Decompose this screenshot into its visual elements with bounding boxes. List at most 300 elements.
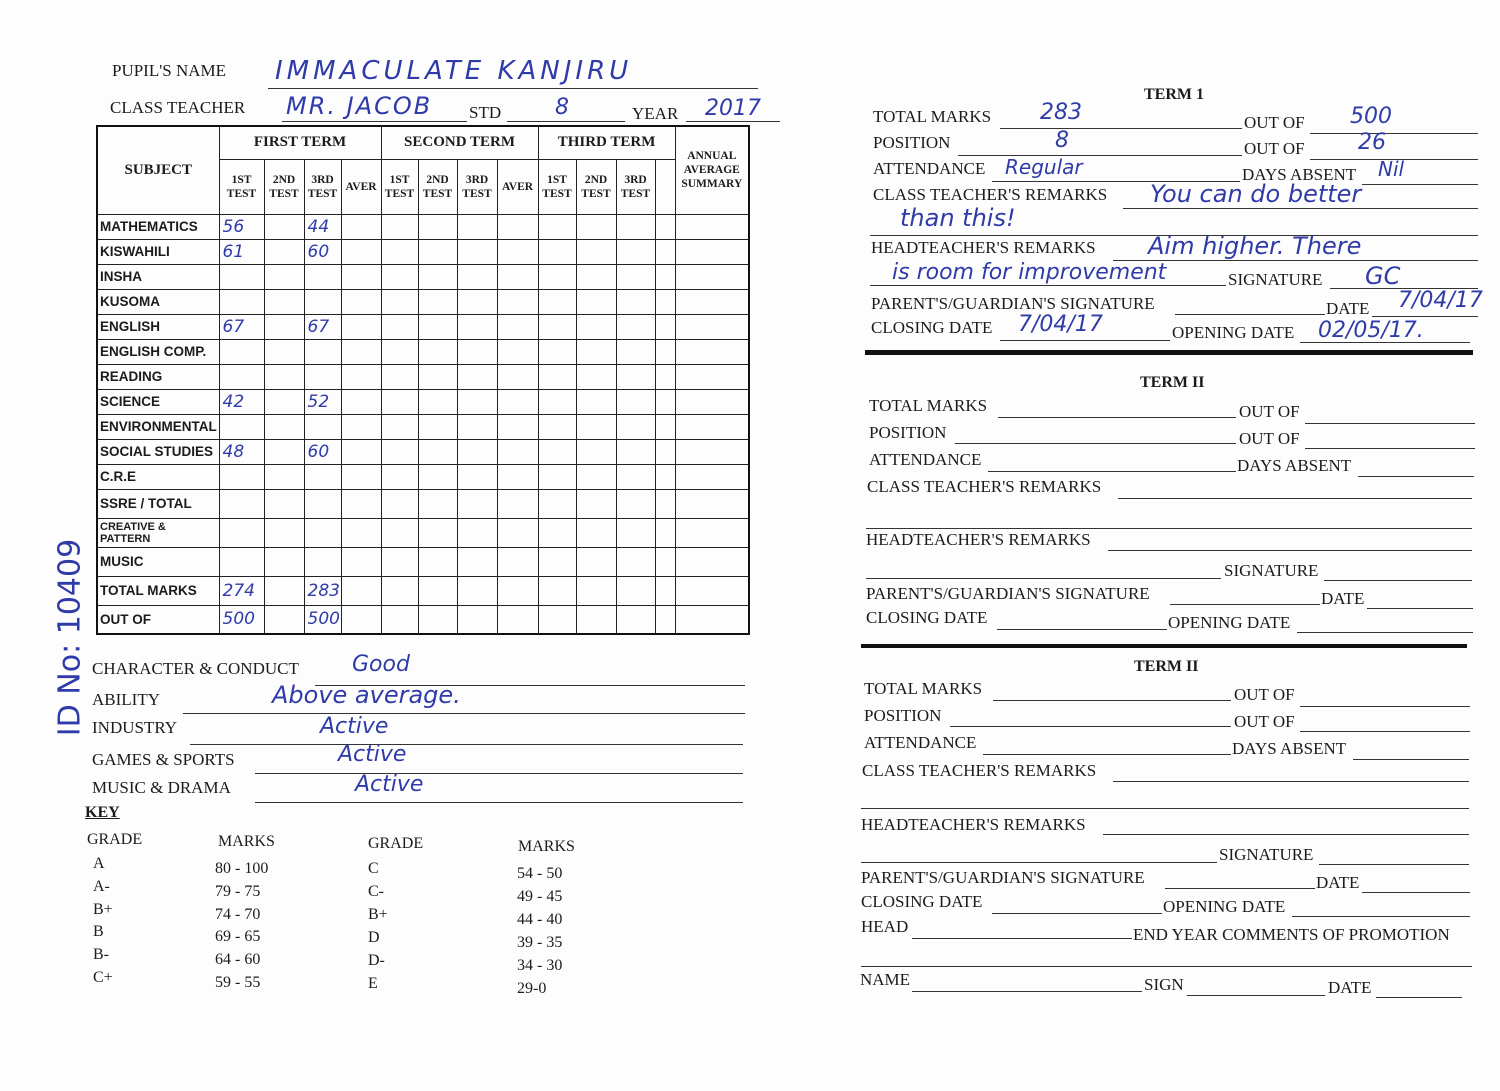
mark-cell (264, 489, 304, 518)
key-grade: B (93, 923, 104, 941)
key-marks: 34 - 30 (517, 957, 563, 974)
head-line (912, 938, 1132, 939)
mark-cell (655, 414, 675, 439)
term1-opening-date-label: OPENING DATE (1172, 323, 1295, 342)
term2-divider (861, 644, 1467, 648)
term1-out-of-value-2: 26 (1358, 130, 1386, 155)
term1-teacher-remark-2: than this! (900, 204, 1016, 232)
term1-head-remark-1: Aim higher. There (1148, 232, 1362, 260)
table-row (97, 605, 749, 634)
mark-cell (381, 439, 418, 464)
term2-signature-pre-line (866, 578, 1221, 579)
mark-cell (418, 489, 457, 518)
key-marks: 49 - 45 (517, 888, 563, 905)
term1-date-line (1372, 316, 1478, 317)
term3-closing-date-line (992, 913, 1162, 914)
mark-cell (381, 547, 418, 576)
term1-signature-label: SIGNATURE (1228, 270, 1323, 289)
mark-cell (381, 339, 418, 364)
mark-cell (418, 464, 457, 489)
first-term-test1-mark: 56 (219, 214, 264, 239)
term1-out-of-line-1 (1310, 133, 1478, 134)
mark-cell (616, 339, 655, 364)
term1-closing-date-label: CLOSING DATE (871, 318, 993, 337)
mark-cell (675, 214, 749, 239)
table-row (97, 518, 749, 547)
mark-cell (675, 547, 749, 576)
term2-head-remarks-label: HEADTEACHER'S REMARKS (866, 530, 1091, 549)
key-grade: C+ (93, 969, 113, 986)
mark-cell (341, 239, 381, 264)
mark-cell (538, 464, 576, 489)
mark-cell (497, 414, 538, 439)
third-term-aver (655, 159, 675, 214)
key-marks: 79 - 75 (215, 882, 261, 900)
first-term-test-1: 1ST TEST (219, 159, 264, 214)
mark-cell (616, 547, 655, 576)
mark-cell (341, 464, 381, 489)
key-grade: D- (368, 952, 385, 969)
subject-cell: ENGLISH COMP. (97, 339, 219, 364)
mark-cell (538, 389, 576, 414)
key-grade: B- (93, 946, 109, 964)
mark-cell (576, 339, 616, 364)
first-term-test3-mark (304, 289, 341, 314)
mark-cell (381, 214, 418, 239)
mark-cell (264, 547, 304, 576)
term2-teacher-remarks-label: CLASS TEACHER'S REMARKS (867, 477, 1102, 496)
mark-cell (264, 464, 304, 489)
mark-cell (497, 439, 538, 464)
first-term-test1-mark (219, 414, 264, 439)
mark-cell (418, 518, 457, 547)
term2-parent-signature-line (1170, 604, 1320, 605)
mark-cell (264, 214, 304, 239)
mark-cell (576, 547, 616, 576)
mark-cell (381, 518, 418, 547)
mark-cell (418, 214, 457, 239)
mark-cell (576, 364, 616, 389)
mark-cell (576, 414, 616, 439)
mark-cell (381, 414, 418, 439)
industry-value: Active (320, 714, 389, 739)
mark-cell (616, 314, 655, 339)
mark-cell (457, 264, 497, 289)
first-term-test3-mark: 60 (304, 439, 341, 464)
year-label: YEAR (632, 104, 679, 123)
term3-teacher-remarks-label: CLASS TEACHER'S REMARKS (862, 761, 1097, 780)
final-date-label: DATE (1328, 978, 1372, 997)
mark-cell (381, 314, 418, 339)
mark-cell (675, 489, 749, 518)
mark-cell (576, 289, 616, 314)
key-grade: D (368, 929, 380, 946)
mark-cell (264, 518, 304, 547)
mark-cell (655, 289, 675, 314)
mark-cell (616, 239, 655, 264)
mark-cell (341, 314, 381, 339)
mark-cell (264, 439, 304, 464)
first-term-test1-mark: 274 (219, 576, 264, 605)
term1-out-of-label-1: OUT OF (1244, 113, 1305, 132)
key-marks-header-left: MARKS (218, 833, 275, 850)
first-term-test1-mark: 48 (219, 439, 264, 464)
mark-cell (497, 464, 538, 489)
mark-cell (341, 214, 381, 239)
term1-head-remarks-line-2 (870, 285, 1226, 286)
mark-cell (497, 547, 538, 576)
term2-out-of-line-2 (1305, 448, 1475, 449)
mark-cell (381, 264, 418, 289)
mark-cell (341, 414, 381, 439)
character-value: Good (352, 652, 410, 677)
mark-cell (341, 364, 381, 389)
term2-opening-date-line (1297, 632, 1473, 633)
term1-teacher-remark-1: You can do better (1150, 180, 1362, 208)
key-marks: 69 - 65 (215, 928, 261, 946)
mark-cell (457, 464, 497, 489)
mark-cell (538, 489, 576, 518)
first-term-test1-mark (219, 547, 264, 576)
table-row (97, 364, 749, 389)
id-number-note: ID No: 10409 (52, 538, 88, 737)
mark-cell (264, 289, 304, 314)
mark-cell (264, 314, 304, 339)
mark-cell (381, 489, 418, 518)
table-row (97, 239, 749, 264)
mark-cell (457, 239, 497, 264)
first-term-test3-mark (304, 518, 341, 547)
mark-cell (675, 289, 749, 314)
mark-cell (655, 364, 675, 389)
pupil-name-value: IMMACULATE KANJIRU (275, 56, 633, 86)
term3-out-of-label-2: OUT OF (1234, 712, 1295, 731)
mark-cell (418, 364, 457, 389)
first-term-test3-mark (304, 339, 341, 364)
mark-cell (655, 576, 675, 605)
second-term-test-3: 3RD TEST (457, 159, 497, 214)
mark-cell (457, 576, 497, 605)
mark-cell (655, 547, 675, 576)
mark-cell (341, 605, 381, 634)
term3-signature-pre-line (861, 862, 1217, 863)
mark-cell (538, 239, 576, 264)
term3-teacher-remarks-line-2 (861, 808, 1469, 809)
term2-date-line (1367, 608, 1473, 609)
term2-closing-date-label: CLOSING DATE (866, 608, 988, 627)
term2-out-of-label-2: OUT OF (1239, 429, 1300, 448)
term2-attendance-line (988, 471, 1236, 472)
class-teacher-label: CLASS TEACHER (110, 98, 246, 117)
mark-cell (616, 364, 655, 389)
first-term-test3-mark: 44 (304, 214, 341, 239)
term1-attendance-label: ATTENDANCE (873, 159, 986, 178)
music-value: Active (355, 772, 424, 797)
first-term-test1-mark: 67 (219, 314, 264, 339)
mark-cell (418, 314, 457, 339)
mark-cell (655, 389, 675, 414)
mark-cell (418, 576, 457, 605)
mark-cell (497, 576, 538, 605)
term3-days-absent-line (1353, 759, 1469, 760)
first-term-test3-mark (304, 414, 341, 439)
mark-cell (675, 364, 749, 389)
subject-cell: SSRE / TOTAL (97, 489, 219, 518)
key-marks: 29-0 (517, 980, 547, 997)
term1-days-absent-line (1362, 184, 1478, 185)
name-label: NAME (860, 970, 911, 989)
term3-total-marks-line (993, 700, 1231, 701)
mark-cell (381, 576, 418, 605)
mark-cell (457, 605, 497, 634)
mark-cell (418, 414, 457, 439)
mark-cell (538, 576, 576, 605)
mark-cell (655, 518, 675, 547)
mark-cell (538, 289, 576, 314)
mark-cell (675, 605, 749, 634)
pupil-name-label: PUPIL'S NAME (112, 61, 227, 80)
term2-parent-signature-label: PARENT'S/GUARDIAN'S SIGNATURE (866, 584, 1150, 603)
first-term-test1-mark (219, 364, 264, 389)
first-term-test3-mark: 52 (304, 389, 341, 414)
mark-cell (616, 264, 655, 289)
term1-head-remark-2: is room for improvement (892, 260, 1167, 285)
term1-position-value: 8 (1055, 128, 1069, 153)
first-term-test1-mark (219, 518, 264, 547)
marks-table (96, 125, 750, 635)
term2-out-of-label-1: OUT OF (1239, 402, 1300, 421)
mark-cell (538, 339, 576, 364)
first-term-test3-mark: 283 (304, 576, 341, 605)
mark-cell (341, 389, 381, 414)
mark-cell (497, 314, 538, 339)
mark-cell (576, 576, 616, 605)
music-line (255, 802, 743, 803)
second-term-test-1: 1ST TEST (381, 159, 418, 214)
first-term-test1-mark: 42 (219, 389, 264, 414)
second-term-aver: AVER (497, 159, 538, 214)
first-term-test1-mark (219, 264, 264, 289)
head-label: HEAD (861, 917, 909, 936)
games-label: GAMES & SPORTS (92, 750, 235, 769)
mark-cell (418, 264, 457, 289)
year-value: 2017 (705, 96, 761, 121)
character-label: CHARACTER & CONDUCT (92, 659, 299, 678)
mark-cell (655, 489, 675, 518)
mark-cell (616, 464, 655, 489)
table-row (97, 439, 749, 464)
mark-cell (675, 414, 749, 439)
mark-cell (655, 264, 675, 289)
mark-cell (576, 314, 616, 339)
mark-cell (655, 339, 675, 364)
mark-cell (675, 464, 749, 489)
annual-summary-header: ANNUAL AVERAGE SUMMARY (675, 126, 749, 214)
subject-cell: TOTAL MARKS (97, 576, 219, 605)
first-term-test1-mark (219, 464, 264, 489)
key-marks: 74 - 70 (215, 905, 261, 923)
subject-cell: READING (97, 364, 219, 389)
mark-cell (418, 239, 457, 264)
term3-parent-signature-label: PARENT'S/GUARDIAN'S SIGNATURE (861, 868, 1145, 887)
first-term-test3-mark: 500 (304, 605, 341, 634)
std-value: 8 (555, 95, 569, 120)
key-marks-header-right: MARKS (518, 838, 575, 855)
term3-days-absent-label: DAYS ABSENT (1232, 739, 1347, 758)
second-term-header: SECOND TERM (381, 126, 538, 159)
subject-header: SUBJECT (97, 126, 219, 214)
key-grade: A- (93, 877, 110, 895)
term1-head-remarks-label: HEADTEACHER'S REMARKS (871, 238, 1096, 257)
table-row (97, 264, 749, 289)
mark-cell (616, 389, 655, 414)
second-term-test-2: 2ND TEST (418, 159, 457, 214)
term3-closing-date-label: CLOSING DATE (861, 892, 983, 911)
mark-cell (457, 389, 497, 414)
subject-cell: KUSOMA (97, 289, 219, 314)
term1-parent-signature-line (1175, 314, 1325, 315)
mark-cell (576, 605, 616, 634)
mark-cell (497, 518, 538, 547)
term3-parent-signature-line (1165, 888, 1315, 889)
industry-line (190, 744, 743, 745)
term1-days-absent-value: Nil (1378, 157, 1405, 181)
final-date-line (1376, 997, 1462, 998)
term3-out-of-line-2 (1300, 731, 1470, 732)
term1-total-marks-line (1000, 128, 1242, 129)
mark-cell (381, 289, 418, 314)
mark-cell (418, 389, 457, 414)
term2-teacher-remarks-line-1 (1118, 498, 1472, 499)
mark-cell (576, 518, 616, 547)
mark-cell (616, 214, 655, 239)
term2-total-marks-line (998, 417, 1236, 418)
term1-divider (865, 350, 1473, 355)
mark-cell (381, 464, 418, 489)
end-year-comments-label: END YEAR COMMENTS OF PROMOTION (1133, 925, 1450, 944)
term3-opening-date-label: OPENING DATE (1163, 897, 1286, 916)
third-term-test-3: 3RD TEST (616, 159, 655, 214)
mark-cell (576, 239, 616, 264)
mark-cell (616, 289, 655, 314)
pupil-name-line (268, 88, 758, 89)
term2-position-label: POSITION (869, 423, 947, 442)
first-term-test3-mark (304, 489, 341, 518)
mark-cell (675, 576, 749, 605)
key-marks: 80 - 100 (215, 860, 269, 877)
mark-cell (457, 489, 497, 518)
mark-cell (675, 314, 749, 339)
key-grade: A (93, 855, 105, 872)
mark-cell (381, 605, 418, 634)
term3-opening-date-line (1292, 916, 1470, 917)
mark-cell (418, 339, 457, 364)
subject-cell: CREATIVE & PATTERN (97, 518, 219, 547)
subject-cell: OUT OF (97, 605, 219, 634)
mark-cell (538, 414, 576, 439)
mark-cell (381, 364, 418, 389)
mark-cell (576, 264, 616, 289)
mark-cell (675, 239, 749, 264)
mark-cell (675, 339, 749, 364)
term1-closing-date-line (1000, 340, 1170, 341)
subject-cell: INSHA (97, 264, 219, 289)
term3-signature-label: SIGNATURE (1219, 845, 1314, 864)
term1-parent-date-value: 7/04/17 (1398, 288, 1483, 313)
games-line (255, 773, 743, 774)
mark-cell (457, 414, 497, 439)
first-term-test1-mark: 500 (219, 605, 264, 634)
mark-cell (497, 489, 538, 518)
first-term-test1-mark (219, 489, 264, 518)
first-term-test3-mark: 60 (304, 239, 341, 264)
mark-cell (655, 464, 675, 489)
first-term-header: FIRST TERM (219, 126, 381, 159)
term1-total-marks-value: 283 (1040, 100, 1082, 125)
table-row (97, 289, 749, 314)
first-term-aver: AVER (341, 159, 381, 214)
subject-cell: C.R.E (97, 464, 219, 489)
mark-cell (497, 389, 538, 414)
third-term-header: THIRD TERM (538, 126, 675, 159)
mark-cell (497, 264, 538, 289)
mark-cell (616, 518, 655, 547)
term1-out-of-value-1: 500 (1350, 104, 1392, 129)
term1-teacher-remarks-line-1 (1123, 208, 1478, 209)
mark-cell (457, 339, 497, 364)
key-marks: 44 - 40 (517, 911, 563, 928)
mark-cell (341, 289, 381, 314)
mark-cell (341, 518, 381, 547)
mark-cell (538, 264, 576, 289)
term1-closing-date-value: 7/04/17 (1018, 312, 1103, 337)
music-label: MUSIC & DRAMA (92, 778, 231, 797)
term3-signature-line (1319, 864, 1469, 865)
term2-signature-line (1324, 580, 1472, 581)
mark-cell (675, 264, 749, 289)
mark-cell (264, 364, 304, 389)
mark-cell (616, 489, 655, 518)
term3-position-label: POSITION (864, 706, 942, 725)
mark-cell (576, 214, 616, 239)
term2-date-label: DATE (1321, 589, 1365, 608)
term2-closing-date-line (997, 629, 1167, 630)
mark-cell (655, 605, 675, 634)
term3-attendance-label: ATTENDANCE (864, 733, 977, 752)
term1-date-label: DATE (1326, 299, 1370, 318)
mark-cell (538, 314, 576, 339)
first-term-test3-mark (304, 364, 341, 389)
term2-position-line (955, 443, 1236, 444)
term1-position-label: POSITION (873, 133, 951, 152)
term1-signature-value: GC (1365, 262, 1401, 290)
mark-cell (616, 576, 655, 605)
first-term-test3-mark (304, 464, 341, 489)
term3-attendance-line (983, 754, 1231, 755)
year-line (686, 121, 780, 122)
term3-title: TERM II (1134, 658, 1199, 675)
term2-signature-label: SIGNATURE (1224, 561, 1319, 580)
key-grade: E (368, 975, 378, 992)
end-year-comments-line (861, 966, 1472, 967)
subject-cell: SCIENCE (97, 389, 219, 414)
term2-attendance-label: ATTENDANCE (869, 450, 982, 469)
key-marks: 59 - 55 (215, 974, 261, 991)
subject-cell: KISWAHILI (97, 239, 219, 264)
mark-cell (655, 239, 675, 264)
table-row (97, 314, 749, 339)
mark-cell (497, 339, 538, 364)
